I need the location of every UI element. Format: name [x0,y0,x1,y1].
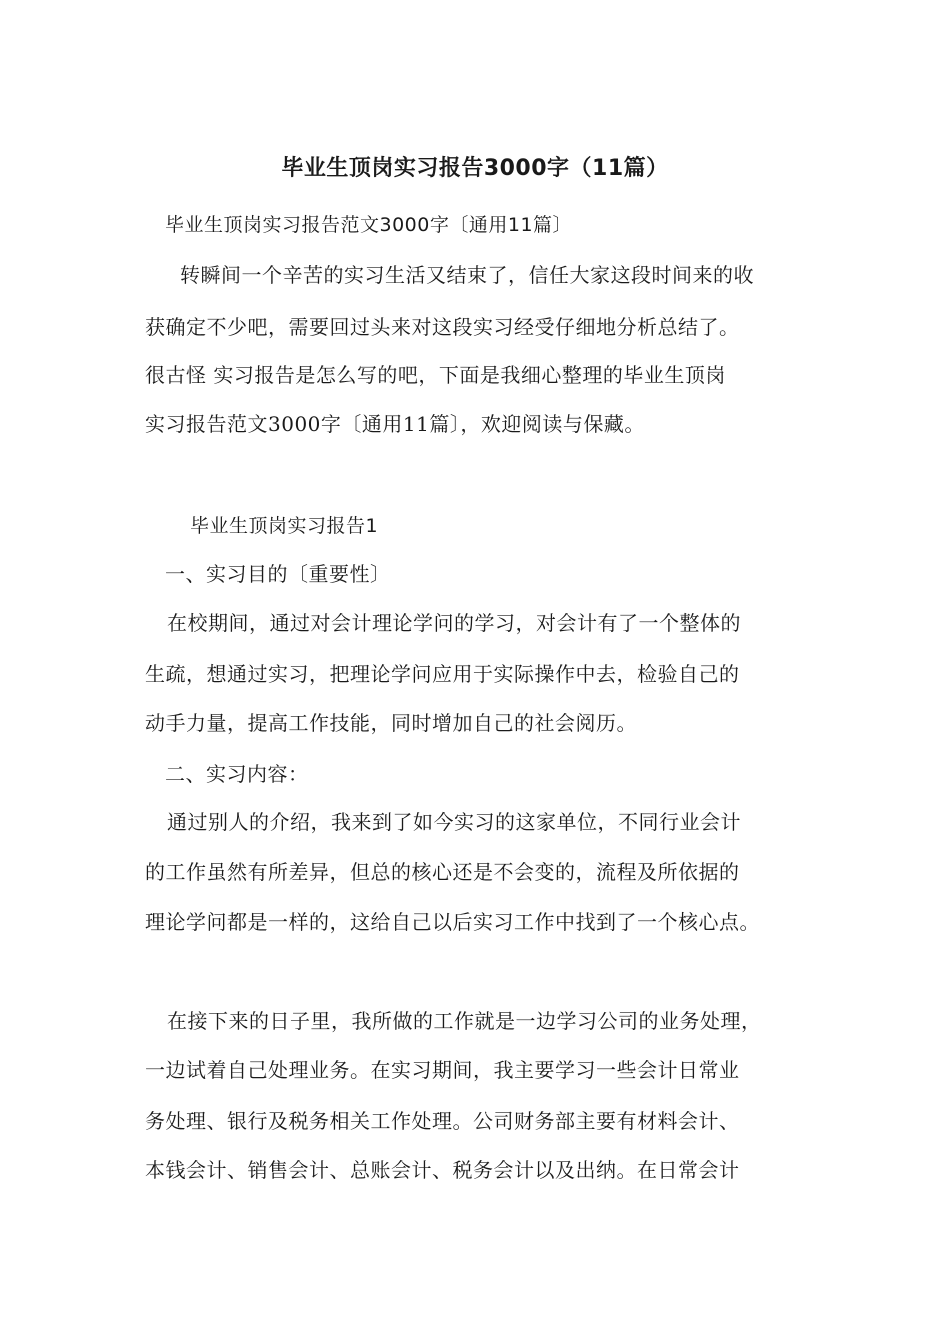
section3-line-2: 一边试着自己处理业务。在实习期间，我主要学习一些会计日常业 [145,1058,740,1082]
section2-heading: 二、实习内容： [165,762,309,786]
document-subtitle: 毕业生顶岗实习报告范文3000字〔通用11篇〕 [165,214,573,236]
intro-line-2: 获确定不少吧，需要回过头来对这段实习经受仔细地分析总结了。 [145,315,740,339]
section3-line-4: 本钱会计、销售会计、总账会计、税务会计以及出纳。在日常会计 [145,1158,740,1182]
section1-line-3: 动手力量，提高工作技能，同时增加自己的社会阅历。 [145,711,637,735]
section2-line-3: 理论学问都是一样的，这给自己以后实习工作中找到了一个核心点。 [145,910,760,934]
section2-line-2: 的工作虽然有所差异，但总的核心还是不会变的，流程及所依据的 [145,860,740,884]
intro-line-3: 很古怪 实习报告是怎么写的吧，下面是我细心整理的毕业生顶岗 [145,363,726,387]
section1-heading: 一、实习目的〔重要性〕 [165,562,391,586]
section1-line-2: 生疏，想通过实习，把理论学问应用于实际操作中去，检验自己的 [145,662,740,686]
report-heading: 毕业生顶岗实习报告1 [190,515,379,537]
intro-line-4: 实习报告范文3000字〔通用11篇〕，欢迎阅读与保藏。 [145,412,645,436]
section3-line-3: 务处理、银行及税务相关工作处理。公司财务部主要有材料会计、 [145,1109,740,1133]
document-title: 毕业生顶岗实习报告3000字（11篇） [281,156,669,181]
section1-line-1: 在校期间，通过对会计理论学问的学习，对会计有了一个整体的 [167,611,741,635]
section2-line-1: 通过别人的介绍，我来到了如今实习的这家单位，不同行业会计 [167,810,741,834]
intro-line-1: 转瞬间一个辛苦的实习生活又结束了，信任大家这段时间来的收 [180,263,754,287]
section3-line-1: 在接下来的日子里，我所做的工作就是一边学习公司的业务处理， [167,1009,762,1033]
